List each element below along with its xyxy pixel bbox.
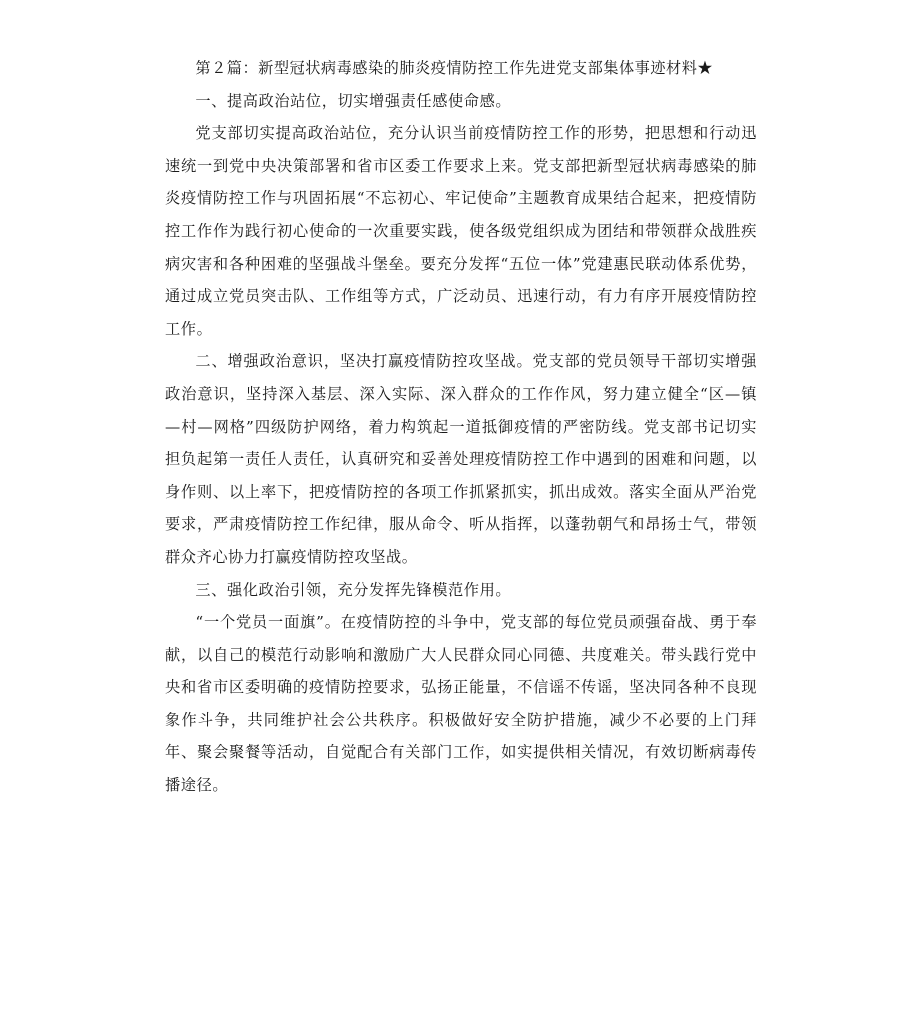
section-heading-3: 三、强化政治引领，充分发挥先锋模范作用。 xyxy=(195,580,512,599)
paragraph-1: 党支部切实提高政治站位，充分认识当前疫情防控工作的形势，把思想和行动迅速统一到党中央决策部署和省市区委工作要求上来。党支部把新型冠状病毒感染的肺炎疫情防控工作与巩固拓展“不忘初心、牢记使命”主题教育成果结合起来，把疫情防控工作作为践行初心使命的一次重要实践，使各级党组织成为团结和带领群众战胜疾病灾害和各种困难的坚强战斗堡垒。要充分发挥“五位一体”党建惠民联动体系优势，通过成立党员突击队、工作组等方式，广泛动员、迅速行动，有力有序开展疫情防控工作。 xyxy=(165,124,757,338)
section-heading-1: 一、提高政治站位，切实增强责任感使命感。 xyxy=(195,91,512,110)
paragraph-2: 二、增强政治意识，坚决打赢疫情防控攻坚战。党支部的党员领导干部切实增强政治意识，坚持深入基层、深入实际、深入群众的工作作风，努力建立健全“区—镇—村—网格”四级防护网络，着力构筑起一道抵御疫情的严密防线。党支部书记切实担负起第一责任人责任，认真研究和妥善处理疫情防控工作中遇到的困难和问题，以身作则、以上率下，把疫情防控的各项工作抓紧抓实，抓出成效。落实全面从严治党要求，严肃疫情防控工作纪律，服从命令、听从指挥，以蓬勃朝气和昂扬士气，带领群众齐心协力打赢疫情防控攻坚战。 xyxy=(165,352,757,566)
document-title: 第２篇：新型冠状病毒感染的肺炎疫情防控工作先进党支部集体事迹材料★ xyxy=(195,59,714,77)
document-page xyxy=(165,52,757,802)
paragraph-3: “一个党员一面旗”。在疫情防控的斗争中，党支部的每位党员顽强奋战、勇于奉献，以自己的模范行动影响和激励广大人民群众同心同德、共度难关。带头践行党中央和省市区委明确的疫情防控要求，弘扬正能量，不信谣不传谣，坚决同各种不良现象作斗争，共同维护社会公共秩序。积极做好安全防护措施，减少不必要的上门拜年、聚会聚餐等活动，自觉配合有关部门工作，如实提供相关情况，有效切断病毒传播途径。 xyxy=(165,613,757,795)
